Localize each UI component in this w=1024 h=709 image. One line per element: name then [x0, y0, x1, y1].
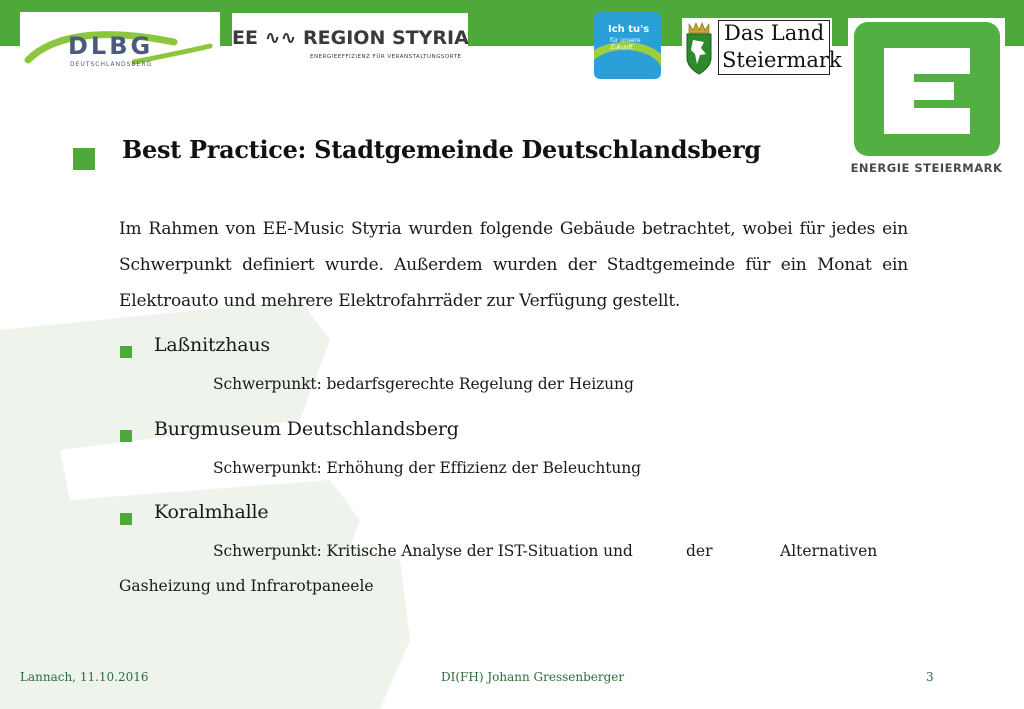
- dlbg-name: DLBG: [68, 32, 154, 60]
- ee-region-subtitle: ENERGIEEFFIZIENZ FÜR VERANSTALTUNGSORTE: [310, 54, 462, 60]
- item-detail-word: Alternativen: [780, 542, 878, 560]
- item-detail-word: der: [686, 542, 713, 560]
- item-label: Koralmhalle: [154, 501, 269, 523]
- dlbg-subtitle: DEUTSCHLANDSBERG: [70, 61, 153, 68]
- land-line2: Steiermark: [722, 48, 842, 72]
- item-bullet: [120, 346, 132, 358]
- energie-label: ENERGIE STEIERMARK: [850, 161, 1003, 175]
- intro-line: Elektroauto und mehrere Elektrofahrräder zur Verfügung gestellt.: [119, 291, 681, 311]
- page-number: 3: [926, 670, 934, 684]
- logo-dlbg: [20, 12, 220, 76]
- land-line1: Das Land: [724, 21, 825, 45]
- logo-ee-region-styria: [232, 13, 468, 63]
- footer-author: DI(FH) Johann Gressenberger: [441, 670, 625, 684]
- intro-paragraph: [119, 211, 919, 319]
- energie-e-icon: [854, 22, 1000, 168]
- item-label: Laßnitzhaus: [154, 334, 270, 356]
- logo-land-steiermark: [682, 18, 842, 79]
- item-detail-continuation: Gasheizung und Infrarotpaneele: [119, 577, 374, 595]
- title-bullet: [73, 148, 95, 170]
- logo-ich-tus: [594, 12, 661, 79]
- item-detail: Schwerpunkt: bedarfsgerechte Regelung der Heizung: [213, 375, 634, 393]
- ichtus-title: Ich tu's: [608, 24, 650, 35]
- item-label: Burgmuseum Deutschlandsberg: [154, 418, 459, 440]
- styrian-panther-crest-icon: [684, 20, 714, 76]
- intro-line: Im Rahmen von EE-Music Styria wurden folgende Gebäude betrachtet, wobei für jedes ein: [119, 219, 908, 239]
- footer-place-date: Lannach, 11.10.2016: [20, 670, 149, 684]
- ee-region-name: EE ∿∿ REGION STYRIA: [232, 27, 469, 49]
- page-title: Best Practice: Stadtgemeinde Deutschlandsberg: [122, 135, 761, 164]
- item-bullet: [120, 513, 132, 525]
- item-detail: Schwerpunkt: Kritische Analyse der IST-Situation und: [213, 542, 633, 560]
- logo-energie-steiermark: [848, 18, 1005, 182]
- ichtus-subtitle: für unsere Zukunft: [610, 37, 641, 51]
- item-bullet: [120, 430, 132, 442]
- item-detail: Schwerpunkt: Erhöhung der Effizienz der Beleuchtung: [213, 459, 641, 477]
- intro-line: Schwerpunkt definiert wurde. Außerdem wurden der Stadtgemeinde für ein Monat ein: [119, 255, 908, 275]
